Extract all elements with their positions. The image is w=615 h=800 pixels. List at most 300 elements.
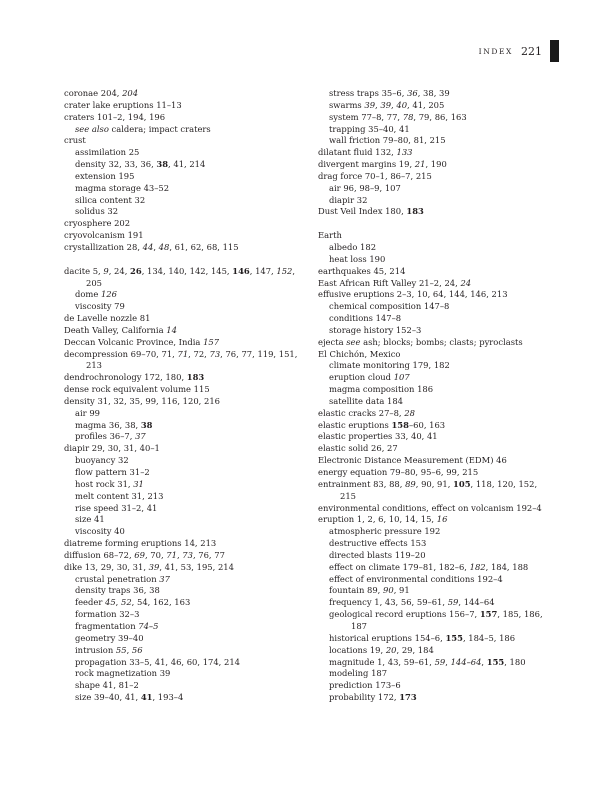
- entry-text: viscosity 79: [75, 301, 125, 312]
- entry-text: ,: [375, 99, 381, 110]
- entry-text: density 31, 32, 35, 99, 116, 120, 216: [64, 395, 220, 406]
- entry-text: magma composition 186: [329, 384, 434, 395]
- index-subentry: [318, 597, 580, 609]
- entry-text: buoyancy 32: [75, 455, 129, 466]
- entry-text: swarms: [329, 99, 365, 110]
- entry-text: , 144–64: [458, 597, 495, 608]
- entry-text: assimilation 25: [75, 147, 140, 158]
- index-subentry: [64, 289, 326, 301]
- entry-text: 126: [100, 289, 117, 300]
- entry-text: El Chichón, Mexico: [318, 348, 401, 359]
- entry-text: , 118, 120, 152,: [470, 478, 538, 489]
- entry-text: Earth: [318, 230, 342, 241]
- entry-text: , 41, 53, 195, 214: [159, 561, 234, 572]
- index-entry: [64, 562, 326, 574]
- index-subentry: [318, 526, 580, 538]
- entry-text: 38: [156, 159, 169, 170]
- index-subentry: [64, 609, 326, 621]
- index-subentry: [318, 325, 580, 337]
- entry-text: propagation 33–5, 41, 46, 60, 174, 214: [75, 656, 240, 667]
- entry-text: 89: [405, 478, 416, 489]
- entry-text: ,: [176, 549, 183, 560]
- entry-text: coronae 204,: [64, 88, 123, 98]
- entry-text: modeling 187: [329, 668, 388, 679]
- index-subentry: [318, 680, 580, 692]
- entry-text: , 76, 77, 119, 151,: [220, 348, 298, 359]
- index-subentry: [64, 680, 326, 692]
- index-column-right: [318, 88, 580, 704]
- entry-text: effect on climate 179–81, 182–6,: [329, 561, 470, 572]
- entry-text: dendrochronology 172, 180,: [64, 372, 187, 383]
- entry-text: crustal penetration: [75, 573, 160, 584]
- entry-text: stress traps 35–6,: [329, 88, 408, 98]
- entry-text: frequency 1, 43, 56, 59–61,: [329, 597, 448, 608]
- index-subentry: [318, 538, 580, 550]
- entry-text: 39: [380, 99, 392, 110]
- index-subentry: [64, 491, 326, 503]
- entry-text: viscosity 40: [75, 526, 125, 537]
- index-entry: [64, 88, 326, 100]
- entry-text: 213: [86, 360, 102, 371]
- entry-text: ,: [391, 99, 397, 110]
- index-entry: [64, 266, 326, 278]
- index-entry: [318, 349, 580, 361]
- index-subentry: [318, 384, 580, 396]
- entry-text: system 77–8, 77,: [329, 111, 403, 122]
- entry-text: 14: [166, 324, 177, 335]
- entry-text: geological record eruptions 156–7,: [329, 609, 480, 620]
- index-subentry: [64, 633, 326, 645]
- index-entry: [64, 384, 326, 396]
- entry-text: , 193–4: [152, 692, 184, 703]
- entry-text: 37: [159, 573, 170, 584]
- index-entry: [318, 408, 580, 420]
- index-subentry: [318, 112, 580, 124]
- entry-text: craters 101–2, 194, 196: [64, 111, 166, 122]
- entry-text: 55: [115, 644, 127, 655]
- index-entry: [318, 230, 580, 242]
- entry-text: storage history 152–3: [329, 324, 422, 335]
- index-subentry: [64, 183, 326, 195]
- entry-text: , 134, 140, 142, 145,: [141, 265, 233, 276]
- entry-text: air 99: [75, 407, 100, 418]
- entry-text: energy equation 79–80, 95–6, 99, 215: [318, 467, 479, 477]
- index-subentry-continuation: [318, 621, 580, 633]
- entry-text: earthquakes 45, 214: [318, 265, 406, 276]
- index-entry-continuation: [64, 278, 326, 290]
- running-header-label: INDEX: [478, 46, 513, 56]
- index-subentry: [318, 609, 580, 621]
- index-entry: [318, 206, 580, 218]
- entry-text: 71: [166, 549, 177, 560]
- entry-text: density traps 36, 38: [75, 585, 160, 596]
- entry-text: dacite 5,: [64, 265, 104, 276]
- index-subentry: [318, 124, 580, 136]
- entry-text: crystallization 28,: [64, 241, 143, 252]
- entry-text: eruption 1, 2, 6, 10, 14, 15,: [318, 514, 437, 525]
- index-subentry: [318, 88, 580, 100]
- entry-text: climate monitoring 179, 182: [329, 360, 450, 371]
- entry-text: 155: [445, 632, 463, 643]
- entry-text: , 38, 39: [417, 88, 450, 98]
- index-entry-continuation: [64, 360, 326, 372]
- entry-text: size 39–40, 41,: [75, 692, 141, 703]
- index-subentry: [318, 645, 580, 657]
- entry-text: 48: [158, 241, 170, 252]
- entry-text: shape 41, 81–2: [75, 680, 139, 691]
- entry-text: , 72,: [188, 348, 210, 359]
- index-subentry: [64, 479, 326, 491]
- entry-text: 28: [404, 407, 415, 418]
- entry-text: 183: [186, 372, 205, 383]
- index-entry: [318, 479, 580, 491]
- entry-text: chemical composition 147–8: [329, 301, 450, 312]
- index-subentry: [318, 372, 580, 384]
- entry-text: locations 19,: [329, 644, 386, 655]
- index-subentry: [318, 135, 580, 147]
- entry-text: diffusion 68–72,: [64, 549, 135, 560]
- entry-text: size 41: [75, 514, 105, 525]
- entry-text: 44: [142, 241, 154, 252]
- entry-text: atmospheric pressure 192: [329, 526, 441, 537]
- entry-text: 26: [130, 265, 142, 276]
- entry-text: trapping 35–40, 41: [329, 123, 410, 134]
- entry-text: melt content 31, 213: [75, 490, 164, 501]
- index-subentry: [318, 657, 580, 669]
- entry-text: , 79, 86, 163: [413, 111, 467, 122]
- index-subentry: [64, 585, 326, 597]
- entry-text: , 185, 186,: [497, 609, 543, 620]
- index-subentry: [318, 301, 580, 313]
- index-subentry: [318, 360, 580, 372]
- entry-text: ,: [126, 644, 132, 655]
- entry-text: 71: [177, 348, 189, 359]
- entry-text: magnitude 1, 43, 59–61,: [329, 656, 435, 667]
- entry-text: 52: [121, 597, 132, 608]
- entry-text: profiles 36–7,: [75, 431, 136, 442]
- entry-text: heat loss 190: [329, 253, 386, 264]
- entry-text: satellite data 184: [329, 395, 403, 406]
- entry-text: 9: [103, 265, 109, 276]
- entry-text: 59: [447, 597, 459, 608]
- entry-text: rock magnetization 39: [75, 668, 171, 679]
- entry-text: 78: [402, 111, 414, 122]
- index-entry: [64, 313, 326, 325]
- index-subentry: [64, 514, 326, 526]
- entry-text: fountain 89,: [329, 585, 384, 596]
- running-header: [479, 40, 559, 62]
- entry-text: entrainment 83, 88,: [318, 478, 406, 489]
- entry-text: conditions 147–8: [329, 313, 402, 324]
- entry-text: 215: [340, 490, 356, 501]
- index-entry: [318, 467, 580, 479]
- entry-text: 45: [105, 597, 116, 608]
- entry-text: 157: [479, 609, 498, 620]
- entry-text: directed blasts 119–20: [329, 549, 426, 560]
- entry-text: , 180: [504, 656, 526, 667]
- index-entry: [64, 396, 326, 408]
- entry-text: –60, 163: [408, 419, 446, 430]
- index-subentry: [318, 633, 580, 645]
- index-entry: [318, 337, 580, 349]
- index-entry: [318, 278, 580, 290]
- entry-text: 90: [383, 585, 394, 596]
- entry-text: 105: [453, 478, 471, 489]
- index-subentry: [318, 183, 580, 195]
- index-entry-continuation: [318, 491, 580, 503]
- entry-text: elastic cracks 27–8,: [318, 407, 405, 418]
- entry-text: magma 36, 38,: [75, 419, 141, 430]
- entry-text: magma storage 43–52: [75, 182, 170, 193]
- letter-group-gap: [64, 254, 326, 266]
- entry-text: ejecta: [318, 336, 347, 347]
- thumb-tab-marker: [550, 40, 559, 62]
- entry-text: 146: [232, 265, 250, 276]
- entry-text: flow pattern 31–2: [75, 467, 150, 477]
- entry-text: , 70,: [144, 549, 167, 560]
- entry-text: , 147,: [249, 265, 277, 276]
- index-subentry: [318, 585, 580, 597]
- index-entry: [318, 514, 580, 526]
- index-entry: [64, 538, 326, 550]
- index-entry: [318, 289, 580, 301]
- entry-text: 158: [391, 419, 409, 430]
- entry-text: dilatant fluid 132,: [318, 147, 397, 158]
- index-subentry: [318, 254, 580, 266]
- index-subentry: [318, 550, 580, 562]
- entry-text: elastic properties 33, 40, 41: [318, 431, 438, 442]
- entry-text: effect of environmental conditions 192–4: [329, 573, 503, 584]
- entry-text: 205: [86, 277, 102, 288]
- index-subentry: [64, 206, 326, 218]
- entry-text: 155: [486, 656, 505, 667]
- index-entry: [318, 443, 580, 455]
- entry-text: de Lavelle nozzle 81: [64, 313, 151, 324]
- entry-text: , 29, 184: [396, 644, 434, 655]
- entry-text: dense rock equivalent volume 115: [64, 384, 210, 395]
- index-entry: [64, 218, 326, 230]
- index-entry: [64, 550, 326, 562]
- entry-text: drag force 70–1, 86–7, 215: [318, 170, 432, 181]
- entry-text: 173: [399, 692, 417, 703]
- letter-group-gap: [318, 218, 580, 230]
- index-entry: [318, 420, 580, 432]
- entry-text: 37: [135, 431, 146, 442]
- entry-text: 73: [209, 348, 221, 359]
- entry-text: dike 13, 29, 30, 31,: [64, 561, 149, 572]
- index-subentry: [64, 621, 326, 633]
- entry-text: density 32, 33, 36,: [75, 159, 157, 170]
- entry-text: , 41, 214: [168, 159, 206, 170]
- index-subentry: [318, 195, 580, 207]
- entry-text: rise speed 31–2, 41: [75, 502, 158, 513]
- entry-text: 31: [133, 478, 144, 489]
- entry-text: divergent margins 19,: [318, 159, 415, 170]
- entry-text: ,: [481, 656, 487, 667]
- entry-text: 39: [364, 99, 376, 110]
- entry-text: 21: [414, 159, 426, 170]
- index-entry: [318, 503, 580, 515]
- index-subentry: [64, 657, 326, 669]
- index-entry: [64, 242, 326, 254]
- entry-text: ,: [292, 265, 296, 276]
- index-column-left: [64, 88, 326, 704]
- entry-text: cryovolcanism 191: [64, 230, 144, 241]
- index-entry: [64, 230, 326, 242]
- entry-text: crust: [64, 135, 86, 146]
- entry-text: 73: [182, 549, 193, 560]
- entry-text: 107: [393, 372, 410, 383]
- entry-text: albedo 182: [329, 241, 377, 252]
- entry-text: 39: [148, 561, 160, 572]
- entry-text: 41: [140, 692, 153, 703]
- entry-text: crater lake eruptions 11–13: [64, 99, 182, 110]
- entry-text: Death Valley, California: [64, 324, 167, 335]
- entry-text: 36: [407, 88, 418, 98]
- index-subentry: [64, 645, 326, 657]
- index-entry: [318, 266, 580, 278]
- index-subentry: [64, 597, 326, 609]
- entry-text: caldera; impact craters: [108, 123, 211, 134]
- index-entry: [64, 100, 326, 112]
- entry-text: air 96, 98–9, 107: [329, 182, 401, 193]
- index-entry: [64, 135, 326, 147]
- index-subentry: [64, 420, 326, 432]
- index-subentry: [64, 408, 326, 420]
- entry-text: dome: [75, 289, 101, 300]
- entry-text: see also: [75, 123, 109, 134]
- entry-text: silica content 32: [75, 194, 146, 205]
- entry-text: 20: [385, 644, 397, 655]
- index-subentry: [318, 562, 580, 574]
- entry-text: host rock 31,: [75, 478, 134, 489]
- entry-text: , 61, 62, 68, 115: [169, 241, 239, 252]
- index-subentry: [64, 455, 326, 467]
- index-subentry: [64, 574, 326, 586]
- index-entry: [318, 147, 580, 159]
- index-entry: [318, 171, 580, 183]
- entry-text: ash; blocks; bombs; clasts; pyroclasts: [360, 336, 523, 347]
- entry-text: , 76, 77: [192, 549, 225, 560]
- index-subentry: [64, 124, 326, 136]
- entry-text: 183: [406, 206, 424, 217]
- entry-text: 204: [122, 88, 139, 98]
- entry-text: , 90, 91,: [415, 478, 454, 489]
- entry-text: feeder: [75, 597, 105, 608]
- entry-text: see: [346, 336, 361, 347]
- index-subentry: [64, 147, 326, 159]
- index-subentry: [64, 467, 326, 479]
- index-subentry: [318, 242, 580, 254]
- entry-text: 144–64: [450, 656, 482, 667]
- entry-text: 59: [434, 656, 446, 667]
- entry-text: , 190: [425, 159, 447, 170]
- entry-text: extension 195: [75, 170, 135, 181]
- index-entry: [64, 372, 326, 384]
- entry-text: destructive effects 153: [329, 538, 427, 549]
- entry-text: ,: [153, 241, 159, 252]
- entry-text: environmental conditions, effect on volcanism 192–4: [318, 502, 542, 513]
- entry-text: diapir 29, 30, 31, 40–1: [64, 443, 160, 454]
- entry-text: , 91: [393, 585, 410, 596]
- entry-text: , 184–5, 186: [462, 632, 516, 643]
- entry-text: 40: [396, 99, 408, 110]
- entry-text: probability 172,: [329, 692, 400, 703]
- entry-text: 24: [460, 277, 472, 288]
- index-subentry: [64, 301, 326, 313]
- entry-text: diatreme forming eruptions 14, 213: [64, 538, 217, 549]
- index-entry: [64, 325, 326, 337]
- index-subentry: [318, 313, 580, 325]
- entry-text: ,: [115, 597, 121, 608]
- index-subentry: [64, 195, 326, 207]
- entry-text: fragmentation: [75, 620, 139, 631]
- entry-text: elastic eruptions: [318, 419, 392, 430]
- index-subentry: [318, 100, 580, 112]
- index-subentry: [64, 159, 326, 171]
- entry-text: Deccan Volcanic Province, India: [64, 336, 204, 347]
- entry-text: , 24,: [108, 265, 131, 276]
- index-entry: [64, 349, 326, 361]
- entry-text: 152: [276, 265, 293, 276]
- entry-text: Electronic Distance Measurement (EDM) 46: [318, 455, 507, 466]
- page-number: 221: [521, 44, 542, 58]
- entry-text: cryosphere 202: [64, 218, 131, 229]
- entry-text: eruption cloud: [329, 372, 394, 383]
- entry-text: 69: [134, 549, 145, 560]
- entry-text: 56: [131, 644, 143, 655]
- index-entry: [318, 455, 580, 467]
- entry-text: 182: [469, 561, 486, 572]
- entry-text: 187: [351, 620, 367, 631]
- index-subentry: [318, 396, 580, 408]
- entry-text: wall friction 79–80, 81, 215: [329, 135, 446, 146]
- index-subentry: [318, 692, 580, 704]
- entry-text: intrusion: [75, 644, 116, 655]
- entry-text: ,: [445, 656, 451, 667]
- entry-text: prediction 173–6: [329, 680, 401, 691]
- entry-text: formation 32–3: [75, 609, 140, 620]
- entry-text: , 184, 188: [485, 561, 529, 572]
- index-subentry: [64, 692, 326, 704]
- entry-text: East African Rift Valley 21–2, 24,: [318, 277, 461, 288]
- index-subentry: [318, 668, 580, 680]
- index-entry: [64, 443, 326, 455]
- entry-text: geometry 39–40: [75, 632, 144, 643]
- index-subentry: [64, 431, 326, 443]
- entry-text: 38: [140, 419, 153, 430]
- entry-text: 157: [203, 336, 220, 347]
- entry-text: , 41, 205: [407, 99, 445, 110]
- entry-text: diapir 32: [329, 194, 368, 205]
- entry-text: , 54, 162, 163: [131, 597, 191, 608]
- index-entry: [64, 112, 326, 124]
- index-subentry: [318, 574, 580, 586]
- index-subentry: [64, 668, 326, 680]
- index-entry: [318, 159, 580, 171]
- index-subentry: [64, 171, 326, 183]
- entry-text: elastic solid 26, 27: [318, 443, 398, 454]
- entry-text: 133: [396, 147, 413, 158]
- entry-text: Dust Veil Index 180,: [318, 206, 407, 217]
- index-subentry: [64, 526, 326, 538]
- entry-text: 74–5: [138, 620, 159, 631]
- entry-text: solidus 32: [75, 206, 119, 217]
- index-subentry: [64, 503, 326, 515]
- index-entry: [318, 431, 580, 443]
- entry-text: decompression 69–70, 71,: [64, 348, 178, 359]
- entry-text: historical eruptions 154–6,: [329, 632, 446, 643]
